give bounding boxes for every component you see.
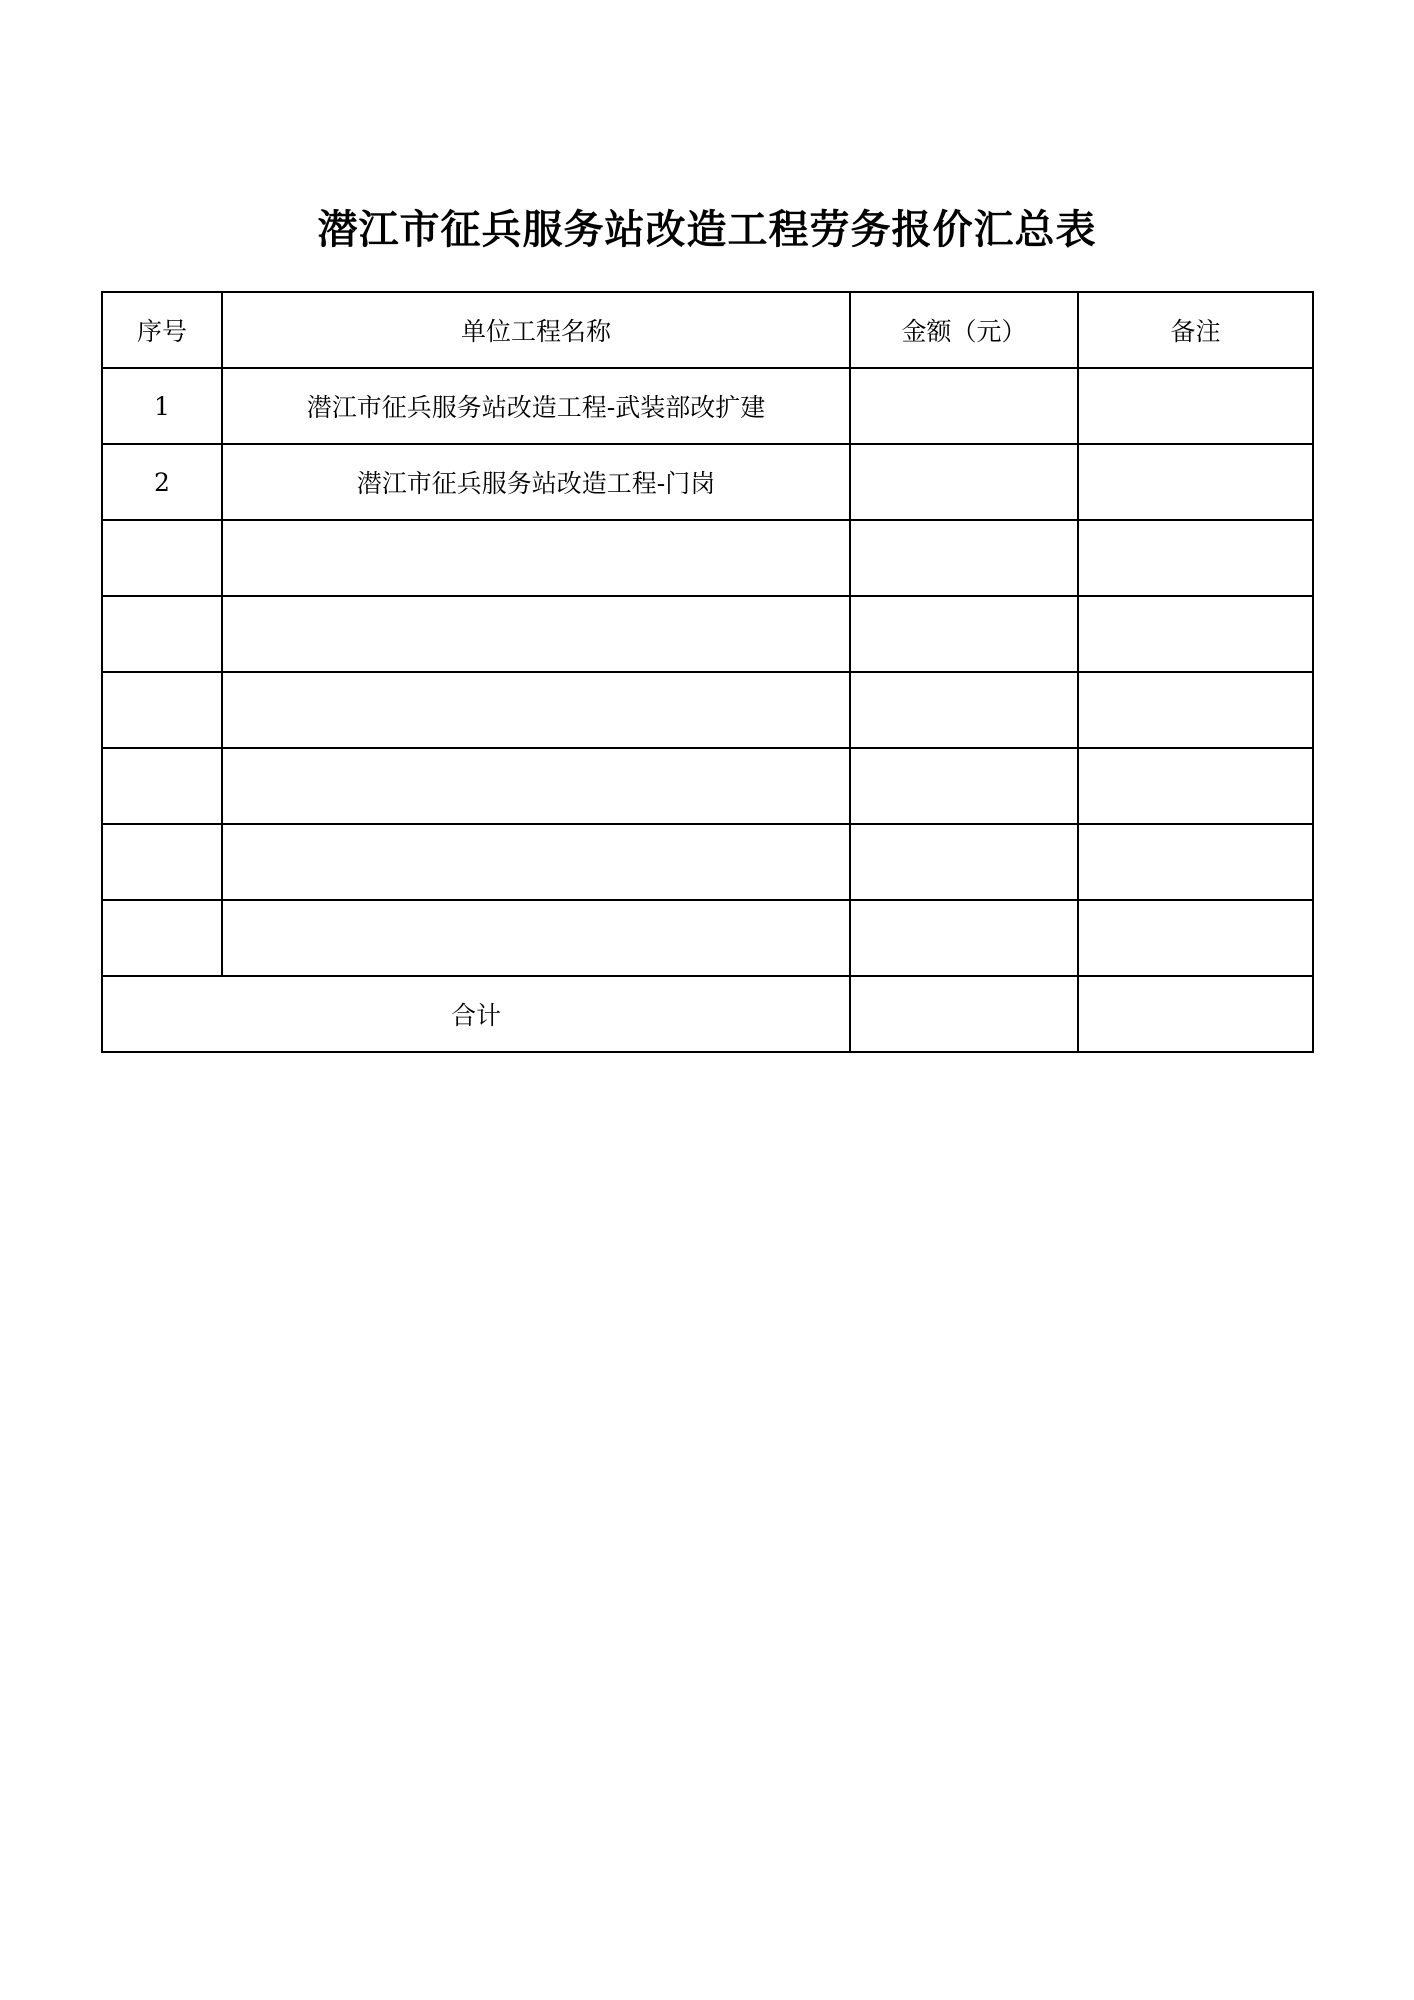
total-remark [1078,976,1313,1052]
cell-amount [850,596,1078,672]
summary-table [101,291,1314,1053]
cell-no: 1 [102,368,222,444]
cell-remark [1078,444,1313,520]
page-title: 潜江市征兵服务站改造工程劳务报价汇总表 [317,207,1097,253]
cell-remark [1078,596,1313,672]
table-header-row [102,292,1313,368]
table-row [102,596,1313,672]
cell-remark [1078,672,1313,748]
cell-amount [850,520,1078,596]
table-row [102,748,1313,824]
cell-no [102,520,222,596]
cell-no [102,596,222,672]
header-remark: 备注 [1078,292,1313,368]
cell-remark [1078,748,1313,824]
cell-remark [1078,368,1313,444]
cell-project-name [222,900,850,976]
cell-amount [850,368,1078,444]
cell-project-name [222,520,850,596]
cell-amount [850,824,1078,900]
table-row [102,444,1313,520]
cell-remark [1078,824,1313,900]
cell-project-name [222,824,850,900]
cell-no [102,672,222,748]
cell-project-name [222,672,850,748]
cell-no [102,900,222,976]
cell-no: 2 [102,444,222,520]
table-row [102,900,1313,976]
cell-remark [1078,520,1313,596]
header-project-name: 单位工程名称 [222,292,850,368]
table-row [102,672,1313,748]
table-row [102,368,1313,444]
header-amount: 金额（元） [850,292,1078,368]
cell-no [102,824,222,900]
cell-amount [850,444,1078,520]
total-label: 合计 [102,976,850,1052]
cell-amount [850,748,1078,824]
cell-amount [850,900,1078,976]
cell-project-name: 潜江市征兵服务站改造工程-武装部改扩建 [222,368,850,444]
table-row [102,520,1313,596]
table-row [102,824,1313,900]
total-row [102,976,1313,1052]
cell-project-name [222,748,850,824]
total-amount [850,976,1078,1052]
header-no: 序号 [102,292,222,368]
cell-project-name [222,596,850,672]
cell-remark [1078,900,1313,976]
cell-no [102,748,222,824]
cell-amount [850,672,1078,748]
cell-project-name: 潜江市征兵服务站改造工程-门岗 [222,444,850,520]
